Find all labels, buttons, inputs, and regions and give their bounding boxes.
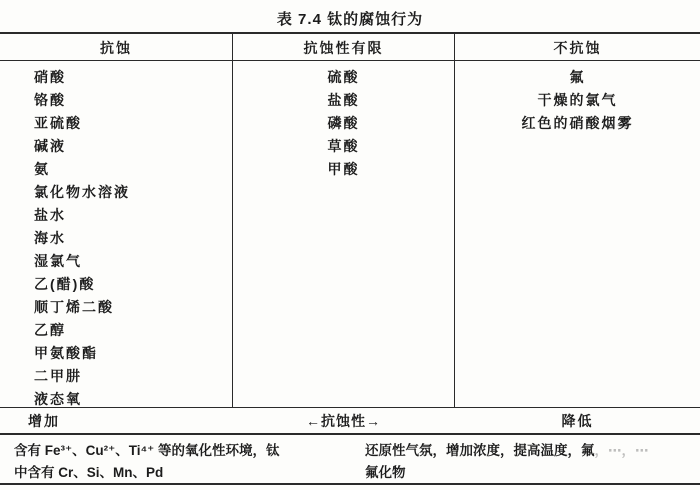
table-title: 表 7.4 钛的腐蚀行为 <box>276 11 424 28</box>
resistant-item: 亚硫酸 <box>34 115 82 131</box>
header-not-resistant: 不抗蚀 <box>553 40 602 56</box>
limited-item: 草酸 <box>327 138 360 154</box>
resistant-item: 硝酸 <box>34 69 66 85</box>
trend-decrease-label: 降低 <box>561 412 594 429</box>
resistant-item: 氨 <box>34 161 50 177</box>
not-resistant-item: 氟 <box>569 69 586 85</box>
trend-row <box>0 407 700 435</box>
resistant-item: 顺丁烯二酸 <box>34 299 114 315</box>
limited-item: 硫酸 <box>327 69 360 85</box>
resistant-item: 盐水 <box>34 207 66 223</box>
resistant-item: 二甲肼 <box>34 368 82 384</box>
footnote-increase-conditions <box>0 440 365 483</box>
corrosion-table <box>0 32 700 485</box>
resistant-item: 湿氯气 <box>34 253 82 269</box>
resistant-item: 甲氨酸酯 <box>34 345 98 361</box>
footnote-left-line2: 中含有 Cr、Si、Mn、Pd <box>14 465 164 480</box>
footnote-right-line1 <box>365 440 700 462</box>
resistant-item: 乙(醋)酸 <box>34 276 96 292</box>
header-resistant: 抗蚀 <box>100 40 132 56</box>
not-resistant-item: 干燥的氯气 <box>537 92 618 108</box>
resistant-item: 铬酸 <box>34 92 66 108</box>
resistant-item: 乙醇 <box>34 322 66 338</box>
footnote-right-line1-text: 还原性气氛，增加浓度，提高温度，氟 <box>365 443 595 458</box>
column-not-resistant <box>455 61 700 407</box>
footnote-right-line2: 氟化物 <box>365 465 406 480</box>
limited-item: 甲酸 <box>327 161 360 177</box>
column-limited-resistance <box>232 61 455 407</box>
limited-item: 磷酸 <box>327 115 360 131</box>
footnote-left-line1: 含有 Fe³⁺、Cu²⁺、Ti⁴⁺ 等的氧化性环境，钛 <box>14 443 280 458</box>
not-resistant-item: 红色的硝酸烟雾 <box>521 115 634 131</box>
table-body-row <box>0 61 700 407</box>
table-header-row <box>0 32 700 61</box>
resistant-item: 氯化物水溶液 <box>34 184 130 200</box>
trend-increase-label: 增加 <box>28 412 60 429</box>
footnote-right-line1-faded-text: ，⋯，⋯ <box>594 443 649 458</box>
footnotes <box>0 435 700 485</box>
trend-resistance-axis-label: ←抗蚀性→ <box>306 412 381 429</box>
header-limited-resistance: 抗蚀性有限 <box>232 34 455 60</box>
resistant-item: 海水 <box>34 230 66 246</box>
resistant-item: 碱液 <box>34 138 66 154</box>
limited-item: 盐酸 <box>327 92 360 108</box>
column-resistant <box>0 61 232 407</box>
footnote-decrease-conditions <box>365 440 700 483</box>
resistant-item: 液态氧 <box>34 391 82 407</box>
